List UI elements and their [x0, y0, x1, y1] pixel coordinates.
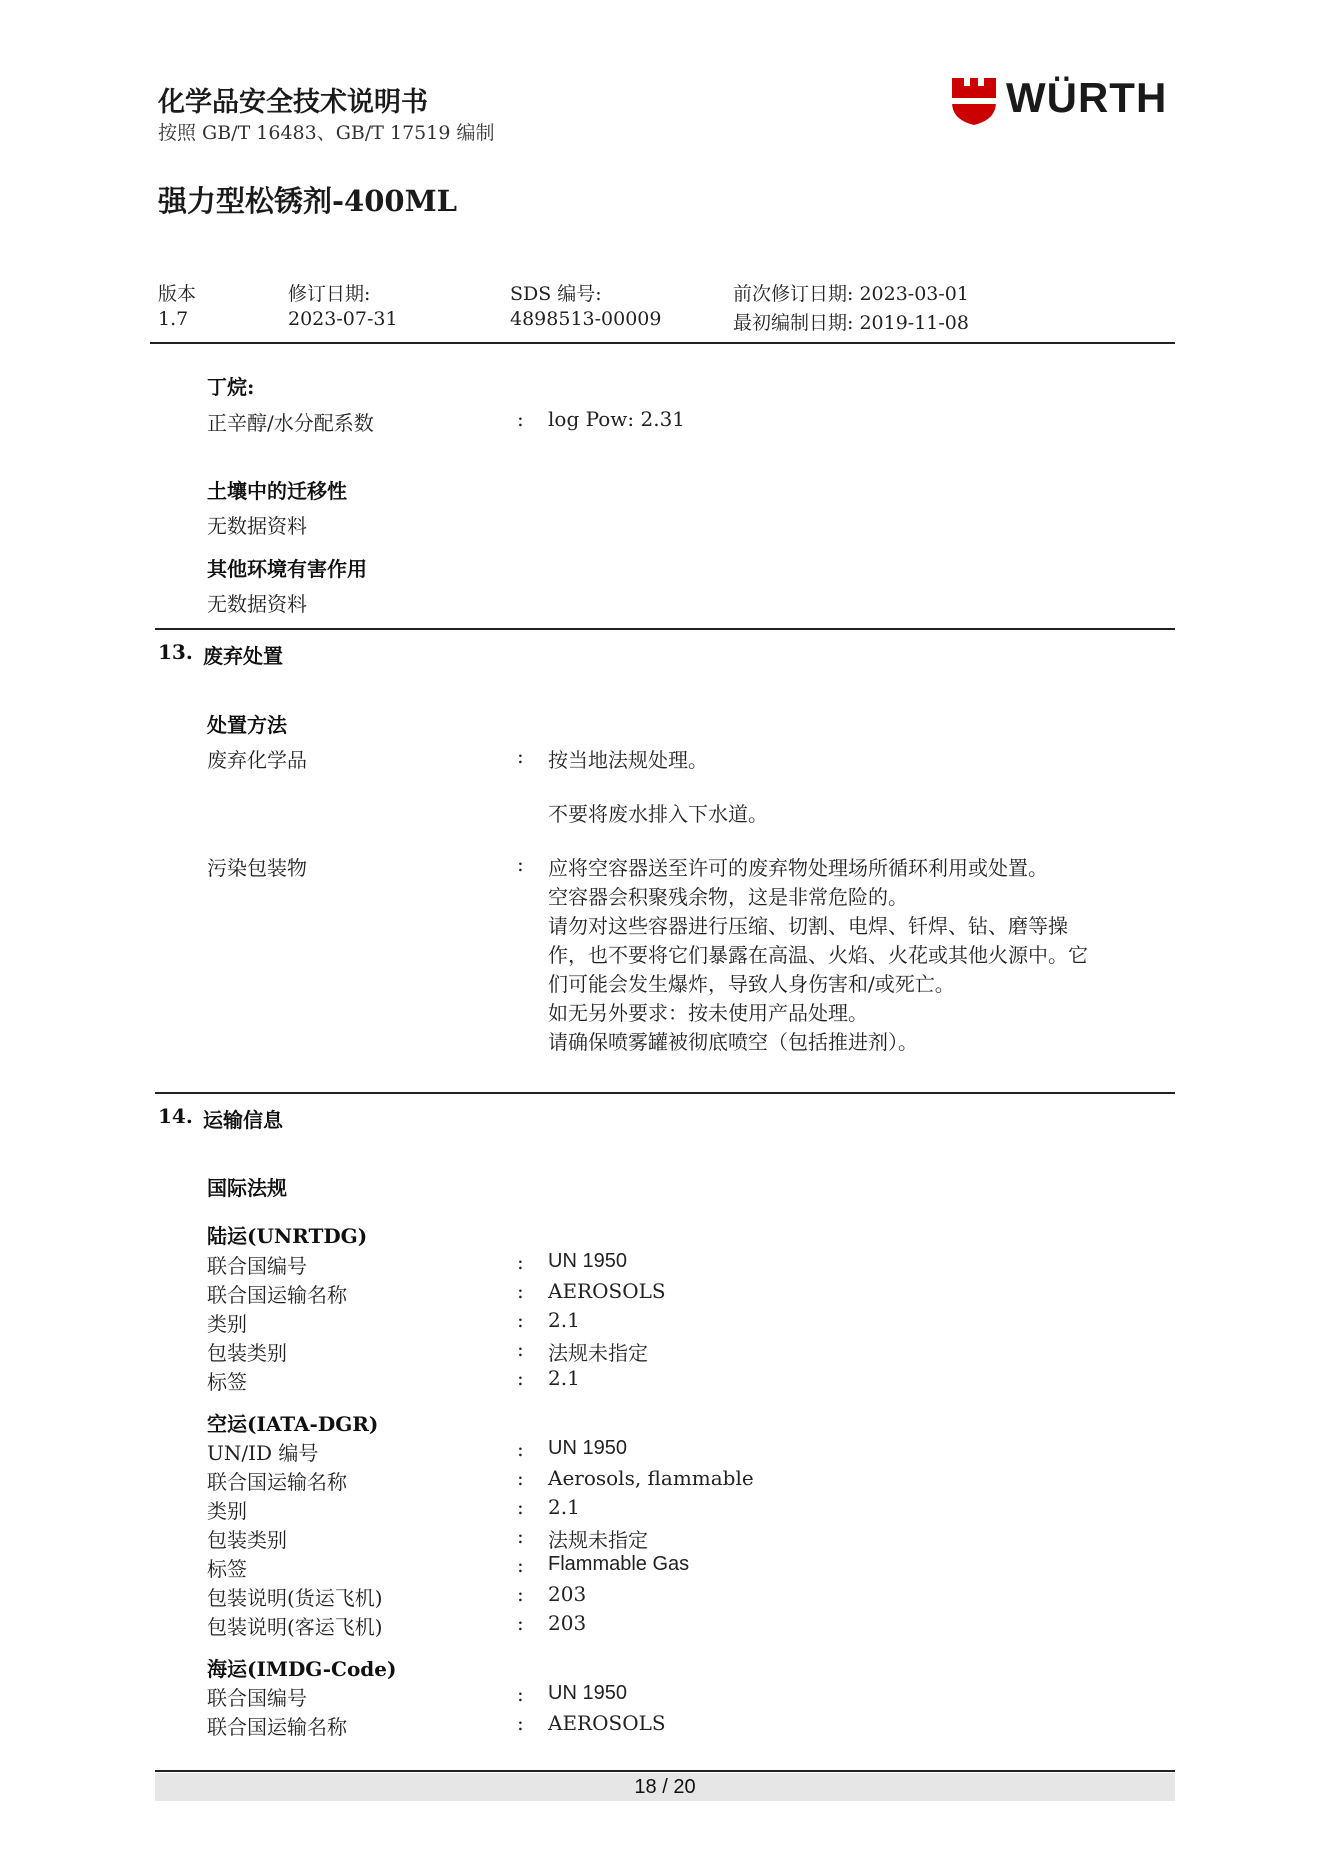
section14-divider [155, 1092, 1175, 1094]
land-transport-heading: 陆运(UNRTDG) [207, 1224, 368, 1248]
sea-transport-heading: 海运(IMDG-Code) [207, 1657, 397, 1681]
first-issue-date: 最初编制日期: 2019-11-08 [733, 312, 969, 334]
contaminated-packaging-label: 污染包装物 [207, 856, 307, 880]
air-row-colon: : [517, 1582, 524, 1606]
packaging-line: 应将空容器送至许可的废弃物处理场所循环利用或处置。 [548, 856, 1048, 880]
section14-number: 14. [158, 1104, 193, 1128]
waste-chemical-label: 废弃化学品 [207, 748, 307, 772]
land-row-label: 标签 [207, 1370, 247, 1394]
air-row-value: 203 [548, 1582, 587, 1606]
air-row-label: UN/ID 编号 [207, 1441, 319, 1465]
land-row-value: 法规未指定 [548, 1341, 648, 1365]
other-effects-text: 无数据资料 [207, 592, 307, 616]
air-row-label: 包装说明(货运飞机) [207, 1586, 383, 1610]
air-row-value: Aerosols, flammable [548, 1466, 754, 1490]
air-row-label: 包装类别 [207, 1528, 287, 1552]
soil-mobility-text: 无数据资料 [207, 514, 307, 538]
pow-label: 正辛醇/水分配系数 [207, 411, 374, 435]
soil-mobility-heading: 土壤中的迁移性 [207, 479, 347, 503]
packaging-line: 作，也不要将它们暴露在高温、火焰、火花或其他火源中。它 [548, 943, 1088, 967]
sea-row-value: AEROSOLS [548, 1711, 666, 1735]
air-row-colon: : [517, 1495, 524, 1519]
sea-row-label: 联合国编号 [207, 1686, 307, 1710]
air-row-value: 203 [548, 1611, 587, 1635]
air-row-colon: : [517, 1524, 524, 1548]
section13-number: 13. [158, 640, 193, 664]
air-row-label: 包装说明(客运飞机) [207, 1615, 383, 1639]
disposal-methods-heading: 处置方法 [207, 713, 287, 737]
land-row-value: 2.1 [548, 1366, 580, 1390]
wurth-logo [950, 76, 1180, 126]
section13-title: 废弃处置 [203, 644, 283, 668]
packaging-line: 们可能会发生爆炸，导致人身伤害和/或死亡。 [548, 972, 955, 996]
land-row-label: 包装类别 [207, 1341, 287, 1365]
section14-title: 运输信息 [203, 1108, 283, 1132]
footer-divider [155, 1770, 1175, 1772]
sea-row-colon: : [517, 1682, 524, 1706]
packaging-line: 请勿对这些容器进行压缩、切割、电焊、钎焊、钻、磨等操 [548, 914, 1068, 938]
air-row-label: 联合国运输名称 [207, 1470, 347, 1494]
air-row-label: 标签 [207, 1557, 247, 1581]
wurth-logo-icon [950, 76, 998, 126]
air-row-colon: : [517, 1611, 524, 1635]
sds-number-label: SDS 编号: [510, 283, 602, 305]
land-row-colon: : [517, 1337, 524, 1361]
land-row-value: 2.1 [548, 1308, 580, 1332]
land-row-value: AEROSOLS [548, 1279, 666, 1303]
packaging-line: 如无另外要求：按未使用产品处理。 [548, 1001, 868, 1025]
air-transport-heading: 空运(IATA-DGR) [207, 1412, 379, 1436]
waste-chemical-line1: 按当地法规处理。 [548, 748, 708, 772]
logo-wordmark: WÜRTH [1006, 74, 1168, 121]
air-row-value: 法规未指定 [548, 1528, 648, 1552]
air-row-colon: : [517, 1466, 524, 1490]
contaminated-packaging-colon: : [517, 852, 524, 876]
land-row-value: UN 1950 [548, 1250, 627, 1272]
pow-colon: : [517, 407, 524, 431]
air-row-label: 类别 [207, 1499, 247, 1523]
version-label: 版本 [158, 283, 197, 305]
land-row-label: 类别 [207, 1312, 247, 1336]
land-row-colon: : [517, 1308, 524, 1332]
pow-value: log Pow: 2.31 [548, 407, 686, 431]
sea-row-label: 联合国运输名称 [207, 1715, 347, 1739]
waste-chemical-line2: 不要将废水排入下水道。 [548, 802, 768, 826]
sea-row-colon: : [517, 1711, 524, 1735]
version-value: 1.7 [158, 308, 189, 330]
previous-revision-date: 前次修订日期: 2023-03-01 [733, 283, 969, 305]
packaging-line: 请确保喷雾罐被彻底喷空（包括推进剂）。 [548, 1030, 918, 1054]
packaging-line: 空容器会积聚残余物，这是非常危险的。 [548, 885, 908, 909]
section13-divider [155, 628, 1175, 630]
butane-heading: 丁烷: [207, 375, 255, 399]
product-name: 强力型松锈剂-400ML [158, 184, 458, 218]
land-row-label: 联合国运输名称 [207, 1283, 347, 1307]
sea-row-value: UN 1950 [548, 1682, 627, 1704]
land-row-colon: : [517, 1250, 524, 1274]
air-row-colon: : [517, 1553, 524, 1577]
land-row-label: 联合国编号 [207, 1254, 307, 1278]
page-number: 18 / 20 [634, 1776, 696, 1798]
revision-date-label: 修订日期: [288, 283, 371, 305]
air-row-colon: : [517, 1437, 524, 1461]
sds-number-value: 4898513-00009 [510, 308, 662, 330]
air-row-value: Flammable Gas [548, 1553, 690, 1575]
revision-date-value: 2023-07-31 [288, 308, 398, 330]
waste-chemical-colon: : [517, 744, 524, 768]
air-row-value: UN 1950 [548, 1437, 627, 1459]
air-row-value: 2.1 [548, 1495, 580, 1519]
standard-reference: 按照 GB/T 16483、GB/T 17519 编制 [158, 122, 495, 144]
header-divider [150, 342, 1175, 344]
land-row-colon: : [517, 1279, 524, 1303]
document-title: 化学品安全技术说明书 [158, 87, 428, 118]
international-regulations-heading: 国际法规 [207, 1176, 287, 1200]
land-row-colon: : [517, 1366, 524, 1390]
other-effects-heading: 其他环境有害作用 [207, 557, 367, 581]
